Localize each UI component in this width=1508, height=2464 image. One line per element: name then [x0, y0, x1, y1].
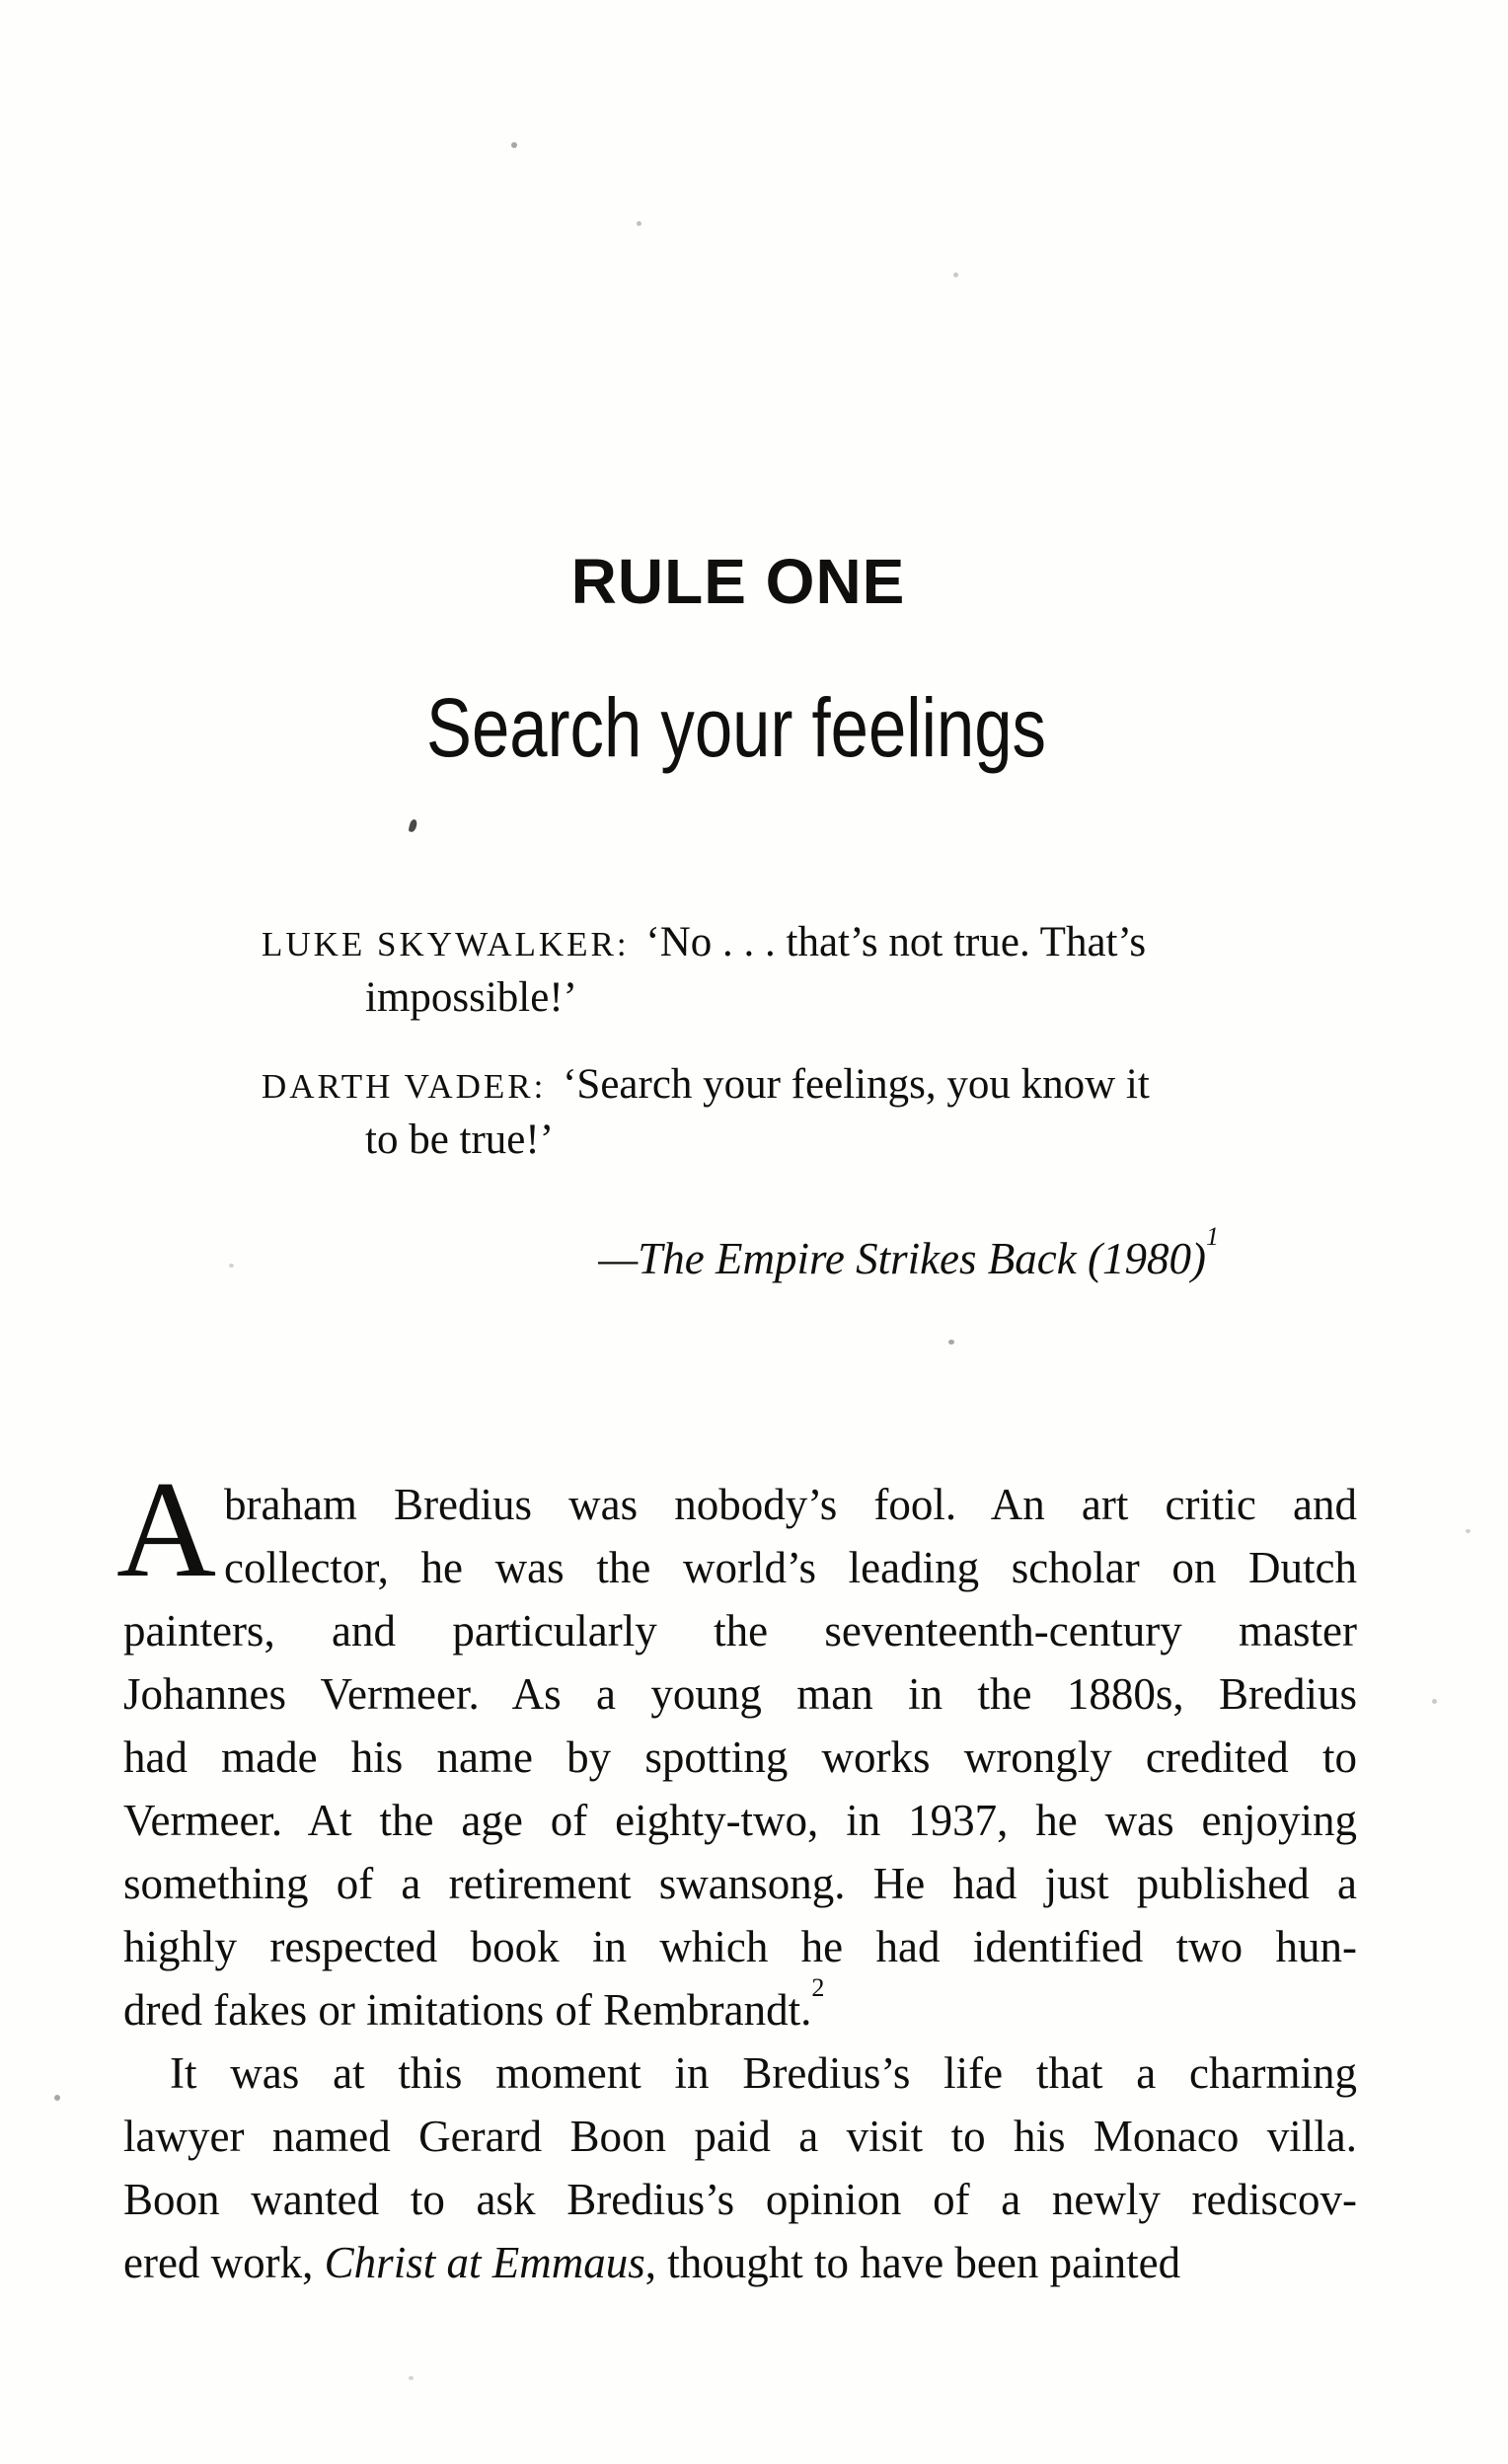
body-line [123, 1473, 1357, 1536]
italic-work-title: Christ at Emmaus [324, 2238, 645, 2287]
body-line [123, 1915, 1357, 1978]
body-text-segment: painters, and particularly the seventeenth-century master [123, 1606, 1357, 1656]
chapter-title: Search your feelings [426, 681, 1046, 774]
epigraph-speaker: LUKE SKYWALKER: [262, 925, 630, 963]
body-line [123, 1852, 1357, 1915]
body-text-segment: braham Bredius was nobody’s fool. An art critic and [224, 1480, 1357, 1529]
epigraph-entry [262, 916, 1308, 1025]
body-line [123, 2041, 1357, 2105]
body-text-segment: It was at this moment in Bredius’s life that a charming [170, 2048, 1357, 2098]
body-text-segment: lawyer named Gerard Boon paid a visit to his Monaco villa. [123, 2112, 1357, 2161]
epigraph-line: impossible!’ [365, 974, 577, 1021]
body-line [123, 1789, 1357, 1852]
epigraph-entry [262, 1058, 1308, 1167]
scan-speck [1466, 1529, 1470, 1533]
body-line [123, 2168, 1357, 2231]
body-line [123, 2105, 1357, 2168]
chapter-rule-label: RULE ONE [570, 546, 906, 617]
scan-speck [54, 2095, 60, 2101]
body-line [123, 1726, 1357, 1789]
footnote-ref-1: 1 [1205, 1222, 1219, 1252]
drop-cap: A [116, 1453, 217, 1606]
epigraph-attribution [598, 1222, 1219, 1285]
footnote-ref-2: 2 [811, 1973, 825, 2003]
body-line [123, 1662, 1357, 1726]
epigraph-line: DARTH VADER: ‘Search your feelings, you know it [262, 1061, 1150, 1108]
epigraph-speaker: DARTH VADER: [262, 1067, 547, 1106]
body-text-segment: highly respected book in which he had identified two hun- [123, 1922, 1357, 1971]
epigraph-line: LUKE SKYWALKER: ‘No . . . that’s not true. That’s [262, 919, 1147, 965]
scan-speck [511, 142, 517, 148]
body-line [123, 1599, 1357, 1662]
epigraph [262, 916, 1308, 1167]
body-text-segment: Johannes Vermeer. As a young man in the 1880s, Bredius [123, 1669, 1357, 1719]
body-text-segment: collector, he was the world’s leading scholar on Dutch [224, 1543, 1357, 1592]
scan-speck [229, 1264, 234, 1268]
scan-speck [409, 2376, 414, 2380]
scan-speck [953, 272, 958, 277]
body-text-segment: Boon wanted to ask Bredius’s opinion of a newly rediscov- [123, 2175, 1357, 2224]
body-text-segment: , thought to have been painted [644, 2238, 1181, 2287]
body-text-segment: something of a retirement swansong. He had just published a [123, 1859, 1357, 1908]
body-text [123, 1473, 1357, 2294]
epigraph-line: to be true!’ [365, 1116, 555, 1163]
scan-speck [637, 221, 641, 226]
body-line [123, 2231, 1357, 2294]
scan-speck [1432, 1699, 1437, 1704]
body-text-segment: had made his name by spotting works wrongly credited to [123, 1732, 1357, 1782]
body-text-segment: Vermeer. At the age of eighty-two, in 1937, he was enjoying [123, 1796, 1357, 1845]
body-line [123, 1973, 1357, 2041]
body-text-segment: dred fakes or imitations of Rembrandt. [123, 1985, 812, 2035]
body-text-segment: ered work, [123, 2238, 325, 2287]
attribution-source: —The Empire Strikes Back (1980) [598, 1234, 1206, 1283]
scan-speck [409, 818, 418, 832]
body-line [123, 1536, 1357, 1599]
scan-speck [948, 1340, 954, 1345]
